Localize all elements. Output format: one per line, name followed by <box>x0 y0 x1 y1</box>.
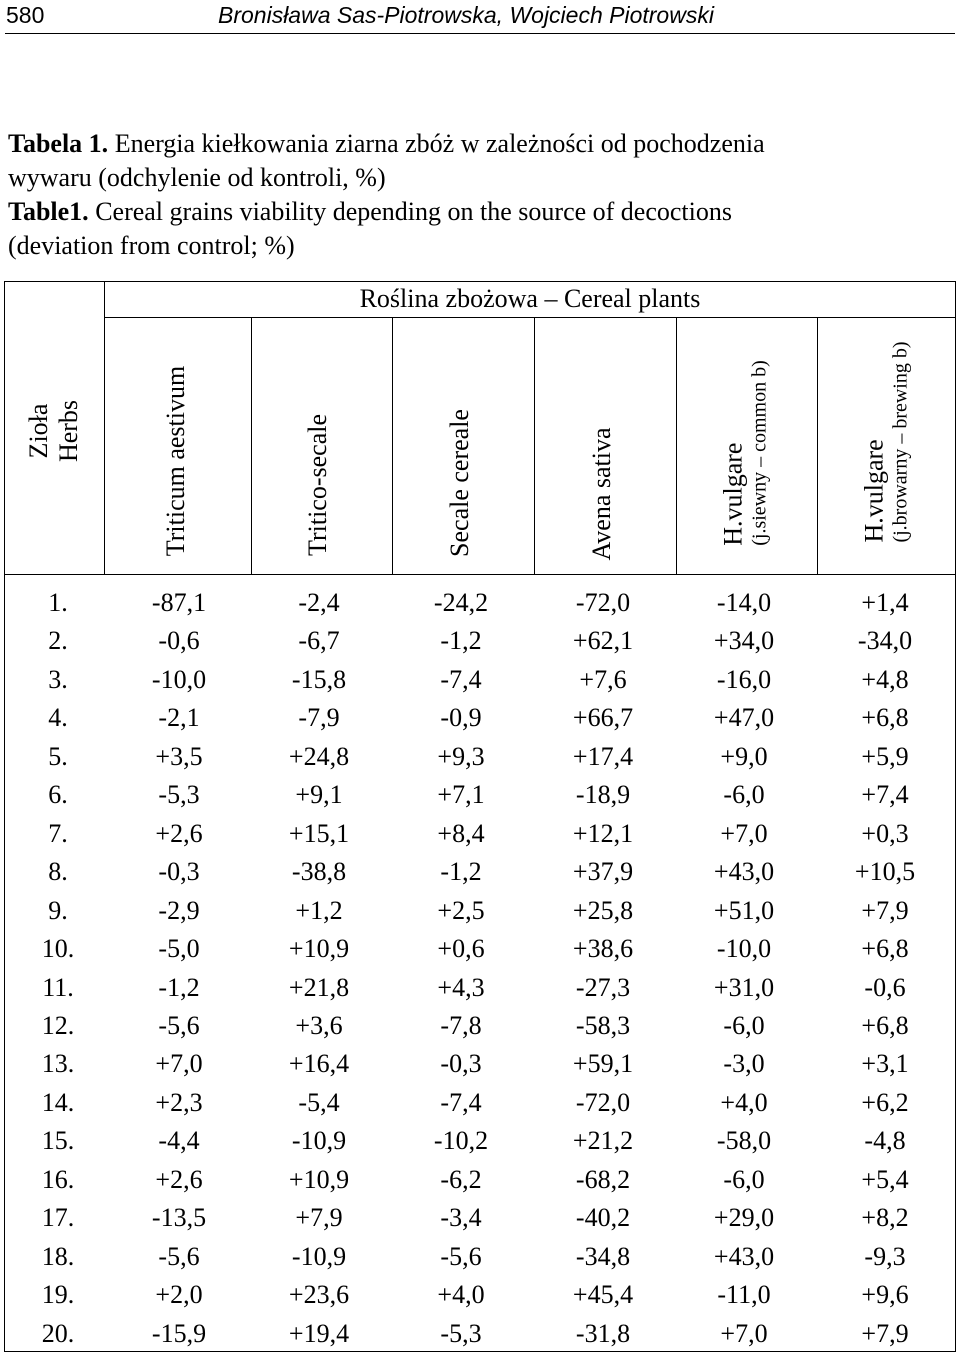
running-head-authors: Bronisława Sas-Piotrowska, Wojciech Piotrowski <box>218 2 714 28</box>
table-cell: +15,1 <box>288 818 350 848</box>
table-cell: +4,0 <box>437 1280 485 1310</box>
header-bottom-rule <box>4 574 956 575</box>
table-row <box>4 738 956 776</box>
herbs-header-en: Herbs <box>54 399 83 463</box>
row-number: 4. <box>48 703 68 733</box>
table-cell: +38,6 <box>572 934 634 963</box>
table-cell: +2,6 <box>155 818 203 848</box>
table-cell: -0,6 <box>864 972 906 1002</box>
table-row <box>4 1161 956 1199</box>
table-cell: +1,4 <box>861 588 909 617</box>
table-cell: +29,0 <box>713 1203 775 1233</box>
table-row <box>4 969 956 1007</box>
caption-label-en: Table1. <box>8 197 89 226</box>
table-cell: +31,0 <box>713 972 775 1002</box>
header-divider-herbs <box>104 281 105 574</box>
table-cell: -1,2 <box>440 626 482 656</box>
table-cell: +23,6 <box>288 1280 350 1310</box>
table-cell: -3,4 <box>440 1203 482 1233</box>
table-cell: +8,4 <box>437 818 485 848</box>
table-cell: +6,2 <box>861 1087 909 1117</box>
table-cell: -7,8 <box>440 1011 482 1040</box>
table-cell: +9,3 <box>437 741 485 771</box>
table-cell: +5,4 <box>861 1164 909 1194</box>
row-number: 3. <box>48 664 68 694</box>
row-number: 5. <box>48 741 68 771</box>
column-header-hv-common-name: H.vulgare <box>718 442 748 546</box>
row-number: 18. <box>41 1241 75 1271</box>
table-row <box>4 661 956 699</box>
header-divider-5 <box>817 317 818 574</box>
column-header-triticum: Triticum aestivum <box>161 365 191 557</box>
table-cell: -6,0 <box>723 1164 765 1194</box>
row-number: 10. <box>41 934 75 963</box>
table-row <box>4 930 956 968</box>
table-cell: +7,0 <box>720 818 768 848</box>
header-divider-1 <box>251 317 252 574</box>
table-cell: +37,9 <box>572 857 634 887</box>
table-cell: -10,2 <box>433 1126 489 1156</box>
table-cell: -10,9 <box>291 1241 347 1271</box>
table-cell: -5,6 <box>440 1241 482 1271</box>
column-header-avena: Avena sativa <box>587 427 617 561</box>
table-cell: -38,8 <box>291 857 347 887</box>
table-cell: -13,5 <box>151 1203 207 1233</box>
table-row <box>4 1276 956 1314</box>
column-header-hv-brewing-sub: (j.browarny – brewing b) <box>889 341 912 543</box>
table-cell: -0,3 <box>440 1049 482 1079</box>
column-header-hv-common <box>719 360 772 546</box>
table-cell: -14,0 <box>716 588 772 617</box>
table-cell: -72,0 <box>575 588 631 617</box>
table-cell: -27,3 <box>575 972 631 1002</box>
table-cell: +47,0 <box>713 703 775 733</box>
table-cell: -2,1 <box>158 703 200 733</box>
data-table <box>4 281 956 1352</box>
table-cell: +6,8 <box>861 1011 909 1040</box>
table-cell: +17,4 <box>572 741 634 771</box>
row-number: 9. <box>48 895 68 925</box>
table-cell: -10,0 <box>716 934 772 963</box>
table-cell: -1,2 <box>158 972 200 1002</box>
table-row <box>4 1315 956 1353</box>
caption-line-pl <box>8 127 953 161</box>
table-cell: +34,0 <box>713 626 775 656</box>
table-cell: +9,0 <box>720 741 768 771</box>
table-cell: -15,8 <box>291 664 347 694</box>
table-cell: -10,0 <box>151 664 207 694</box>
column-header-hv-common-sub: (j.siewny – common b) <box>748 360 771 546</box>
table-cell: +8,2 <box>861 1203 909 1233</box>
table-cell: +7,0 <box>155 1049 203 1079</box>
table-row <box>4 699 956 737</box>
running-head-rule <box>5 33 955 34</box>
column-header-tritico: Tritico-secale <box>303 414 333 556</box>
caption-text-pl: Energia kiełkowania ziarna zbóż w zależności od pochodzenia <box>108 129 765 158</box>
table-cell: -6,7 <box>298 626 340 656</box>
table-cell: +2,5 <box>437 895 485 925</box>
table-cell: +10,9 <box>288 934 350 963</box>
table-cell: -1,2 <box>440 857 482 887</box>
table-row <box>4 1007 956 1045</box>
table-cell: -5,6 <box>158 1241 200 1271</box>
table-cell: -31,8 <box>575 1318 631 1348</box>
table-cell: -58,3 <box>575 1011 631 1040</box>
table-row <box>4 815 956 853</box>
table-cell: -15,9 <box>151 1318 207 1348</box>
table-cell: -16,0 <box>716 664 772 694</box>
row-number: 1. <box>48 588 68 617</box>
table-cell: -68,2 <box>575 1164 631 1194</box>
table-cell: -58,0 <box>716 1126 772 1156</box>
table-cell: +16,4 <box>288 1049 350 1079</box>
caption-text-en: Cereal grains viability depending on the source of decoctions <box>88 197 732 226</box>
caption-line-en-2: (deviation from control; %) <box>8 231 295 260</box>
table-cell: +43,0 <box>713 1241 775 1271</box>
table-cell: +21,2 <box>572 1126 634 1156</box>
table-cell: +0,3 <box>861 818 909 848</box>
table-cell: -5,6 <box>158 1011 200 1040</box>
table-cell: +12,1 <box>572 818 634 848</box>
table-cell: +10,9 <box>288 1164 350 1194</box>
table-cell: +2,0 <box>155 1280 203 1310</box>
herbs-header-pl: Zioła <box>24 403 54 459</box>
table-cell: -87,1 <box>151 588 207 617</box>
table-cell: -6,0 <box>723 780 765 810</box>
table-row <box>4 892 956 930</box>
table-row <box>4 1045 956 1083</box>
row-number: 7. <box>48 818 68 848</box>
table-cell: -34,8 <box>575 1241 631 1271</box>
table-cell: +45,4 <box>572 1280 634 1310</box>
row-number: 14. <box>41 1087 75 1117</box>
table-cell: -9,3 <box>864 1241 906 1271</box>
table-cell: -0,9 <box>440 703 482 733</box>
row-number: 17. <box>41 1203 75 1233</box>
row-number: 20. <box>41 1318 75 1348</box>
table-cell: -2,9 <box>158 895 200 925</box>
table-cell: +1,2 <box>295 895 343 925</box>
table-cell: +6,8 <box>861 703 909 733</box>
table-cell: +51,0 <box>713 895 775 925</box>
table-cell: +4,3 <box>437 972 485 1002</box>
caption-line-pl-2: wywaru (odchylenie od kontroli, %) <box>8 163 386 192</box>
table-cell: -6,0 <box>723 1011 765 1040</box>
table-cell: -7,4 <box>440 664 482 694</box>
table-cell: -40,2 <box>575 1203 631 1233</box>
table-cell: +7,1 <box>437 780 485 810</box>
table-cell: +25,8 <box>572 895 634 925</box>
header-divider-4 <box>676 317 677 574</box>
table-cell: -7,4 <box>440 1087 482 1117</box>
table-cell: -7,9 <box>298 703 340 733</box>
table-cell: +10,5 <box>854 857 916 887</box>
header-divider-3 <box>534 317 535 574</box>
row-number: 2. <box>48 626 68 656</box>
table-cell: +66,7 <box>572 703 634 733</box>
table-cell: +19,4 <box>288 1318 350 1348</box>
table-cell: +21,8 <box>288 972 350 1002</box>
page-number: 580 <box>6 2 45 28</box>
column-header-secale: Secale cereale <box>445 409 475 557</box>
table-cell: -0,3 <box>158 857 200 887</box>
running-head <box>0 0 960 34</box>
row-number: 16. <box>41 1164 75 1194</box>
table-cell: +9,1 <box>295 780 343 810</box>
table-cell: +7,0 <box>720 1318 768 1348</box>
table-cell: -34,0 <box>857 626 913 656</box>
table-cell: +3,5 <box>155 741 203 771</box>
row-number: 13. <box>41 1049 75 1079</box>
table-cell: +7,9 <box>861 895 909 925</box>
table-cell: -3,0 <box>723 1049 765 1079</box>
table-cell: -4,4 <box>158 1126 200 1156</box>
header-divider-2 <box>392 317 393 574</box>
table-cell: +2,6 <box>155 1164 203 1194</box>
table-row <box>4 584 956 622</box>
table-cell: +7,6 <box>579 664 627 694</box>
table-cell: +7,9 <box>295 1203 343 1233</box>
row-number: 8. <box>48 857 68 887</box>
row-number: 15. <box>41 1126 75 1156</box>
table-row <box>4 1238 956 1276</box>
table-cell: -11,0 <box>717 1280 771 1310</box>
table-cell: +7,4 <box>861 780 909 810</box>
table-cell: +0,6 <box>437 934 485 963</box>
table-cell: +3,1 <box>861 1049 909 1079</box>
column-header-hv-brewing-name: H.vulgare <box>859 439 889 543</box>
caption-line-en <box>8 195 953 229</box>
table-row <box>4 776 956 814</box>
cereal-plants-header: Roślina zbożowa – Cereal plants <box>359 284 701 313</box>
row-number: 12. <box>41 1011 75 1040</box>
table-cell: -5,4 <box>298 1087 340 1117</box>
table-cell: -5,3 <box>158 780 200 810</box>
table-cell: +59,1 <box>572 1049 634 1079</box>
table-cell: +4,0 <box>720 1087 768 1117</box>
table-cell: +9,6 <box>861 1280 909 1310</box>
table-cell: +43,0 <box>713 857 775 887</box>
header-divider-group <box>104 317 956 318</box>
table-cell: +3,6 <box>295 1011 343 1040</box>
table-cell: +24,8 <box>288 741 350 771</box>
table-row <box>4 1199 956 1237</box>
column-header-hv-brewing <box>860 341 913 542</box>
row-number: 19. <box>41 1280 75 1310</box>
table-caption <box>8 127 953 263</box>
table-cell: -5,0 <box>158 934 200 963</box>
table-cell: +7,9 <box>861 1318 909 1348</box>
table-cell: -2,4 <box>298 588 340 617</box>
table-cell: +4,8 <box>861 664 909 694</box>
table-cell: +5,9 <box>861 741 909 771</box>
table-cell: -18,9 <box>575 780 631 810</box>
table-cell: -4,8 <box>864 1126 906 1156</box>
table-cell: -5,3 <box>440 1318 482 1348</box>
table-cell: -10,9 <box>291 1126 347 1156</box>
table-row <box>4 853 956 891</box>
herbs-header <box>24 400 84 462</box>
table-cell: +62,1 <box>572 626 634 656</box>
table-cell: -72,0 <box>575 1087 631 1117</box>
table-cell: -6,2 <box>440 1164 482 1194</box>
row-number: 11. <box>42 972 74 1002</box>
table-cell: +2,3 <box>155 1087 203 1117</box>
table-row <box>4 1084 956 1122</box>
table-cell: -24,2 <box>433 588 489 617</box>
table-cell: -0,6 <box>158 626 200 656</box>
row-number: 6. <box>48 780 68 810</box>
table-row <box>4 622 956 660</box>
table-cell: +6,8 <box>861 934 909 963</box>
caption-label-pl: Tabela 1. <box>8 129 109 158</box>
table-row <box>4 1122 956 1160</box>
